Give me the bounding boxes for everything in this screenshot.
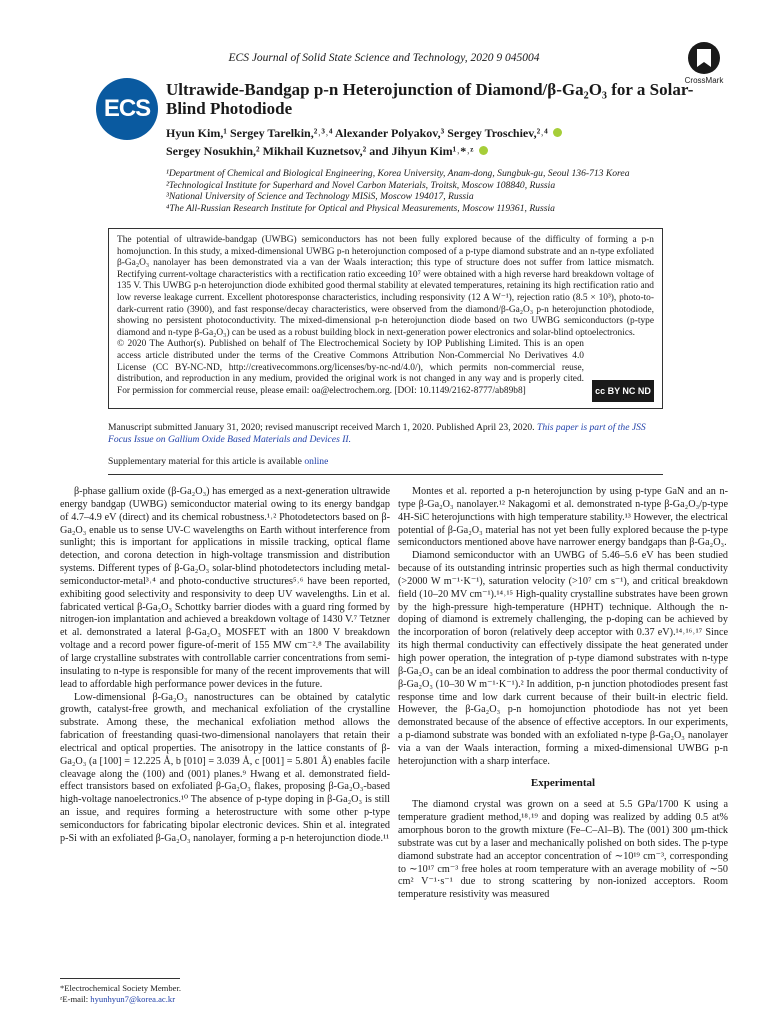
footnote-email [60, 994, 390, 1005]
authors-line-1 [166, 124, 726, 142]
focus-issue-link[interactable]: This paper is part of the JSS Focus Issue on Gallium Oxide Based Materials and Devices II. [108, 422, 646, 445]
journal-line: ECS Journal of Solid State Science and Technology, 2020 9 045004 [228, 52, 540, 64]
footnotes [60, 978, 390, 1005]
abstract-box [108, 228, 663, 409]
copyright-text: © 2020 The Author(s). Published on behalf of The Electrochemical Society by IOP Publishing Limited. This is an open access article distributed under the terms of the Creative Commons Attribution Non-Commercial No Derivatives 4.0 License (CC BY-NC-ND, http://creativecommons.org/licenses/by-nc-nd/4.0/), which permits non-commercial reuse, distribution, and reproduction in any medium, provided the original work is not changed in any way and is properly cited. For permission for commercial reuse, please email: oa@electrochem.org. [DOI: 10.1149/2162-8777/ab89b8] [117, 339, 584, 396]
affiliation-1: ¹Department of Chemical and Biological Engineering, Korea University, Anam-dong, Sungbuk-gu, Seoul 136-713 Korea [166, 168, 630, 179]
body-paragraph: Montes et al. reported a p-n heterojunction by using p-type GaN and an n-type β-Ga₂O₃ nanolayer.¹² Nakagomi et al. demonstrated n-type β-Ga₂O₃/p-type 4H-SiC heterojunctions with high temperature stability.¹³ However, the electrical potential of β-Ga₂O₃ material has not yet been fully explored because the p-type semiconductors mentioned above have narrower energy bandgaps than β-Ga₂O₃. [398, 486, 728, 549]
ecs-logo: ECS [96, 78, 158, 140]
body-paragraph: Diamond semiconductor with an UWBG of 5.46–5.6 eV has been studied because of its outstanding intrinsic properties such as high thermal conductivity (>2000 W m⁻¹·K⁻¹), saturation velocity (>10⁷ cm s⁻¹), and critical breakdown field (10–20 MV cm⁻¹).¹⁴˒¹⁵ High-quality crystalline substrates have been grown by the high-pressure high-temperature (HPHT) technique. Although the n-doping of diamond is extremely challenging, the p-doping can be achieved by the incorporation of boron (relatively deep acceptor with 0.37 eV).¹⁴˒¹⁶˒¹⁷ Since its high thermal conductivity can effectively dissipate the heat generated under high power operation, the integration of p-type diamond substrates with n-type β-Ga₂O₃ can be an ideal combination to address the poor thermal conductivity of β-Ga₂O₃ (10–30 W m⁻¹·K⁻¹).² In addition, p-n junction photodiodes present fast response time and low dark current because of their built-in electric field. However, the β-Ga₂O₃ p-n homojunction photodiode has not yet been demonstrated because of the absence of effective acceptors. In our experiments, a p-diamond substrate was bonded with an exfoliated n-type β-Ga₂O₃ nanolayer via a van der Waals interaction, forming a mixed-dimensional UWBG p-n heterojunction with a sharp interface. [398, 550, 728, 767]
authors-line-2 [166, 142, 726, 160]
supplementary-note [108, 456, 668, 468]
affiliations [166, 168, 726, 214]
supplementary-online-link[interactable]: online [304, 456, 329, 467]
authors-text-1: Hyun Kim,¹ Sergey Tarelkin,²˒³˒⁴ Alexander Polyakov,³ Sergey Troschiev,²˒⁴ [166, 126, 548, 140]
manuscript-history [108, 422, 668, 445]
cc-license-badge[interactable]: cc BY NC ND [592, 380, 654, 402]
orcid-icon[interactable] [553, 128, 562, 137]
affiliation-3: ³National University of Science and Technology MISiS, Moscow 194017, Russia [166, 191, 474, 202]
article-title: Ultrawide-Bandgap p-n Heterojunction of Diamond/β-Ga₂O₃ for a Solar-Blind Photodiode [166, 80, 694, 118]
section-heading-experimental: Experimental [530, 776, 596, 789]
manuscript-dates: Manuscript submitted January 31, 2020; revised manuscript received March 1, 2020. Published April 23, 2020. [108, 422, 535, 433]
email-link[interactable]: hyunhyun7@korea.ac.kr [90, 994, 176, 1004]
body-paragraph: The diamond crystal was grown on a seed at 5.5 GPa/1700 K using a temperature gradient method,¹⁸˒¹⁹ and doping was realized by adding 0.5 at% amorphous boron to the growth mixture (Fe–C–Al–B). The (001) 300 μm-thick substrate was cut by a laser and mechanically polished on both sides. The p-type diamond substrate had an acceptor concentration of ∼10¹⁹ cm⁻³, corresponding to ∼10¹⁷ cm⁻³ free holes at room temperature with an average mobility of ∼50 cm² V⁻¹·s⁻¹ due to strong scattering by non-ionized acceptors. Room temperature resistivity was measured [398, 799, 728, 901]
orcid-icon[interactable] [479, 146, 488, 155]
right-column [398, 486, 728, 902]
affiliation-2: ²Technological Institute for Superhard and Novel Carbon Materials, Troitsk, Moscow 108840, Russia [166, 179, 556, 191]
affiliation-4: ⁴The All-Russian Research Institute for Optical and Physical Measurements, Moscow 119361, Russia [166, 202, 555, 214]
supplementary-text: Supplementary material for this article is available [108, 456, 302, 467]
abstract-text: The potential of ultrawide-bandgap (UWBG) semiconductors has not been fully explored because of the difficulty of forming a p-n homojunction. In this study, a mixed-dimensional UWBG p-n heterojunction composed of a p-type diamond substrate and an n-type exfoliated β-Ga₂O₃ nanolayer has been demonstrated via a van der Waals interaction; this type of structure does not suffer from lattice mismatch. Rectifying current-voltage characteristics with a rectification ratio exceeding 10⁷ were obtained with a high reverse hard breakdown voltage of 135 V. This UWBG p-n heterojunction diode exhibited good thermal stability at elevated temperatures, retaining its high rectification ratio and low reverse leakage current. Excellent photoresponse characteristics, including responsivity (12 A W⁻¹), rejection ratio (8.5 × 10³), photo-to-dark-current ratio (3900), and fast response/decay characteristics, were observed from the diamond/β-Ga₂O₃ p-n heterojunction photodiode, showing no persistent photoconductivity. The mixed-dimensional p-n heterojunction diode based on two UWBG semiconductors (p-type diamond and n-type β-Ga₂O₃) can be used as a robust building block in next-generation power electronics and solar-blind optoelectronics. [117, 235, 654, 338]
crossmark-label: CrossMark [684, 76, 724, 85]
divider [108, 474, 663, 475]
crossmark-badge[interactable] [680, 42, 728, 85]
footnote-rule [60, 978, 180, 979]
authors-text-2: Sergey Nosukhin,² Mikhail Kuznetsov,² and Jihyun Kim¹˒*˒ᶻ [166, 144, 474, 158]
email-label: ᶻE-mail: [60, 994, 89, 1004]
author-list [166, 124, 726, 160]
left-column [60, 486, 390, 846]
body-paragraph: β-phase gallium oxide (β-Ga₂O₃) has emerged as a next-generation ultrawide energy bandgap (UWBG) semiconductor material owing to its energy bandgap of 4.7–4.9 eV (direct) and its chemical robustness.¹˒² Photodetectors based on β-Ga₂O₃ enable us to sense UV-C wavelengths on Earth without interference from sunlight; this is important for applications in missile tracking, optical flame detection, and corona detection in high-voltage transmission and distribution systems. Different types of β-Ga₂O₃ solar-blind photodetectors including metal-semiconductor-metal³˒⁴ and photo-conductive structures⁵˒⁶ have been reported, exhibiting good selectivity and responsivity to deep UV wavelengths. Lin et al. fabricated vertical β-Ga₂O₃ Schottky barrier diodes with a guard ring formed by nitrogen-ion implantation and achieved a breakdown voltage of 1430 V.⁷ Tetzner et al. demonstrated a lateral β-Ga₂O₃ MOSFET with an 1800 V breakdown voltage and a record power figure-of-merit of 155 MW cm⁻².⁸ The availability of large crystalline substrates with controllable carrier concentrations from semi-insulating to n-type is responsible for many of the recent improvements that will lead to affordable high performance power devices in the future. [60, 486, 390, 690]
body-paragraph: Low-dimensional β-Ga₂O₃ nanostructures can be obtained by catalytic growth, catalyst-free growth, and mechanical exfoliation of the crystalline substrate. Among these, the mechanical exfoliation method allows the fabrication of freestanding quasi-two-dimensional nanolayers that retain their electrical and optical properties. The anisotropy in the lattice constants of β-Ga₂O₃ (a [100] = 12.225 Å, b [010] = 3.039 Å, c [001] = 5.801 Å) enables facile cleavage along the (100) and (001) planes.⁹ Hwang et al. demonstrated field-effect transistors based on exfoliated β-Ga₂O₃ flakes, proposing β-Ga₂O₃-based high-voltage nanoelectronics.¹⁰ The absence of p-type doping in β-Ga₂O₃ is still an issue, and requires forming a heterostructure with some other p-type semiconductors for fabricating bipolar electronic devices. Shin et al. integrated p-Si with an exfoliated β-Ga₂O₃ nanolayer, forming a p-n heterojunction diode.¹¹ [60, 691, 390, 844]
crossmark-icon [688, 42, 720, 74]
footnote-member: *Electrochemical Society Member. [60, 983, 181, 993]
